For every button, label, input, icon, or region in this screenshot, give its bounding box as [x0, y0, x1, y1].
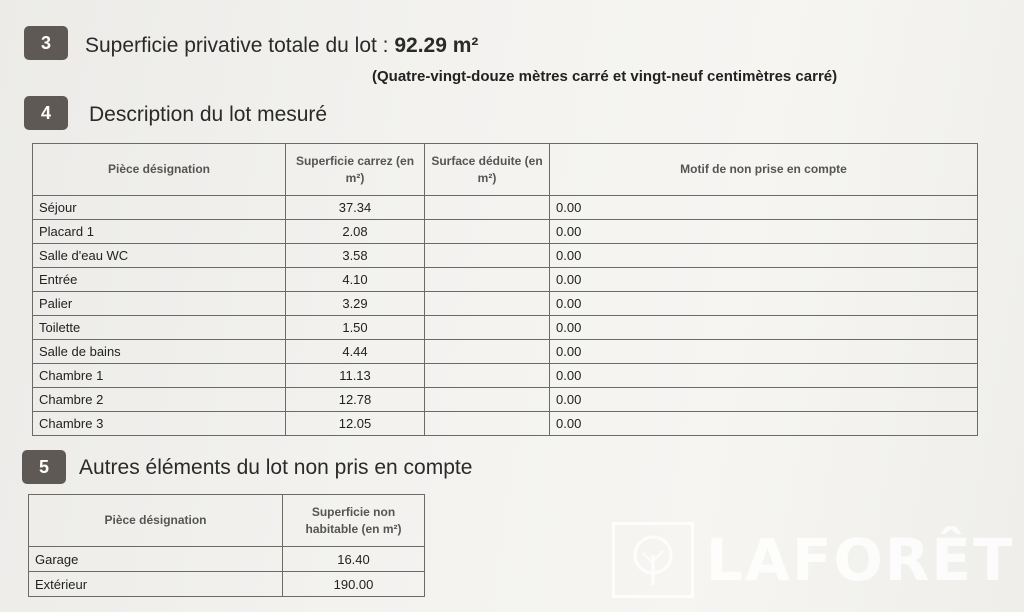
cell-motif: 0.00 — [550, 364, 978, 388]
cell-deduite — [425, 244, 550, 268]
table-row — [29, 547, 425, 572]
section-5-number: 5 — [38, 456, 49, 477]
section-3-number: 3 — [40, 32, 51, 53]
total-area-value: 92.29 m² — [394, 34, 479, 57]
header-superficie: Superficie non habitable (en m²) — [283, 495, 425, 547]
cell-motif: 0.00 — [550, 244, 978, 268]
table-row — [29, 572, 425, 597]
header-deduite: Surface déduite (en m²) — [425, 144, 550, 196]
table-row — [33, 268, 978, 292]
cell-piece: Chambre 2 — [33, 388, 286, 412]
table-row — [33, 292, 978, 316]
cell-deduite — [425, 364, 550, 388]
table-row — [33, 364, 978, 388]
cell-superficie: 190.00 — [283, 572, 425, 597]
cell-carrez: 1.50 — [286, 316, 425, 340]
header-motif: Motif de non prise en compte — [550, 144, 978, 196]
cell-piece: Extérieur — [29, 572, 283, 597]
table-row — [33, 388, 978, 412]
cell-carrez: 12.05 — [286, 412, 425, 436]
cell-deduite — [425, 268, 550, 292]
laforet-watermark — [612, 522, 1015, 598]
section-3-badge — [24, 26, 68, 60]
table-row — [33, 412, 978, 436]
tree-logo-icon — [612, 522, 694, 598]
cell-motif: 0.00 — [550, 388, 978, 412]
cell-deduite — [425, 340, 550, 364]
section-4-title: Description du lot mesuré — [89, 103, 328, 126]
cell-carrez: 12.78 — [286, 388, 425, 412]
header-carrez: Superficie carrez (en m²) — [286, 144, 425, 196]
cell-carrez: 4.44 — [286, 340, 425, 364]
cell-piece: Placard 1 — [33, 220, 286, 244]
table-row — [33, 244, 978, 268]
cell-piece: Chambre 1 — [33, 364, 286, 388]
cell-superficie: 16.40 — [283, 547, 425, 572]
cell-carrez: 4.10 — [286, 268, 425, 292]
cell-piece: Chambre 3 — [33, 412, 286, 436]
other-elements-table — [28, 494, 425, 597]
cell-carrez: 11.13 — [286, 364, 425, 388]
header-piece: Pièce désignation — [29, 495, 283, 547]
cell-deduite — [425, 196, 550, 220]
cell-deduite — [425, 292, 550, 316]
section-5-title: Autres éléments du lot non pris en compte — [79, 456, 473, 479]
total-area-in-words: (Quatre-vingt-douze mètres carré et vingt-neuf centimètres carré) — [372, 68, 838, 85]
cell-motif: 0.00 — [550, 412, 978, 436]
section-4-badge — [24, 96, 68, 130]
cell-carrez: 3.58 — [286, 244, 425, 268]
cell-motif: 0.00 — [550, 292, 978, 316]
table-header-row — [33, 144, 978, 196]
cell-piece: Toilette — [33, 316, 286, 340]
table-row — [33, 220, 978, 244]
cell-piece: Salle d'eau WC — [33, 244, 286, 268]
cell-piece: Garage — [29, 547, 283, 572]
section-4-number: 4 — [40, 102, 51, 123]
cell-motif: 0.00 — [550, 340, 978, 364]
table-row — [33, 316, 978, 340]
cell-deduite — [425, 220, 550, 244]
watermark-brand: LAFORÊT — [706, 526, 1015, 594]
section-5-badge — [22, 450, 66, 484]
header-piece: Pièce désignation — [33, 144, 286, 196]
cell-carrez: 37.34 — [286, 196, 425, 220]
lot-description-table — [32, 143, 978, 436]
cell-piece: Palier — [33, 292, 286, 316]
cell-motif: 0.00 — [550, 220, 978, 244]
cell-motif: 0.00 — [550, 196, 978, 220]
cell-motif: 0.00 — [550, 268, 978, 292]
cell-piece: Entrée — [33, 268, 286, 292]
cell-deduite — [425, 412, 550, 436]
cell-deduite — [425, 316, 550, 340]
total-area-label: Superficie privative totale du lot : — [85, 34, 389, 57]
cell-carrez: 2.08 — [286, 220, 425, 244]
cell-motif: 0.00 — [550, 316, 978, 340]
cell-piece: Séjour — [33, 196, 286, 220]
table-row — [33, 196, 978, 220]
table-header-row — [29, 495, 425, 547]
cell-deduite — [425, 388, 550, 412]
section-3-heading — [85, 34, 478, 58]
table-row — [33, 340, 978, 364]
cell-carrez: 3.29 — [286, 292, 425, 316]
cell-piece: Salle de bains — [33, 340, 286, 364]
